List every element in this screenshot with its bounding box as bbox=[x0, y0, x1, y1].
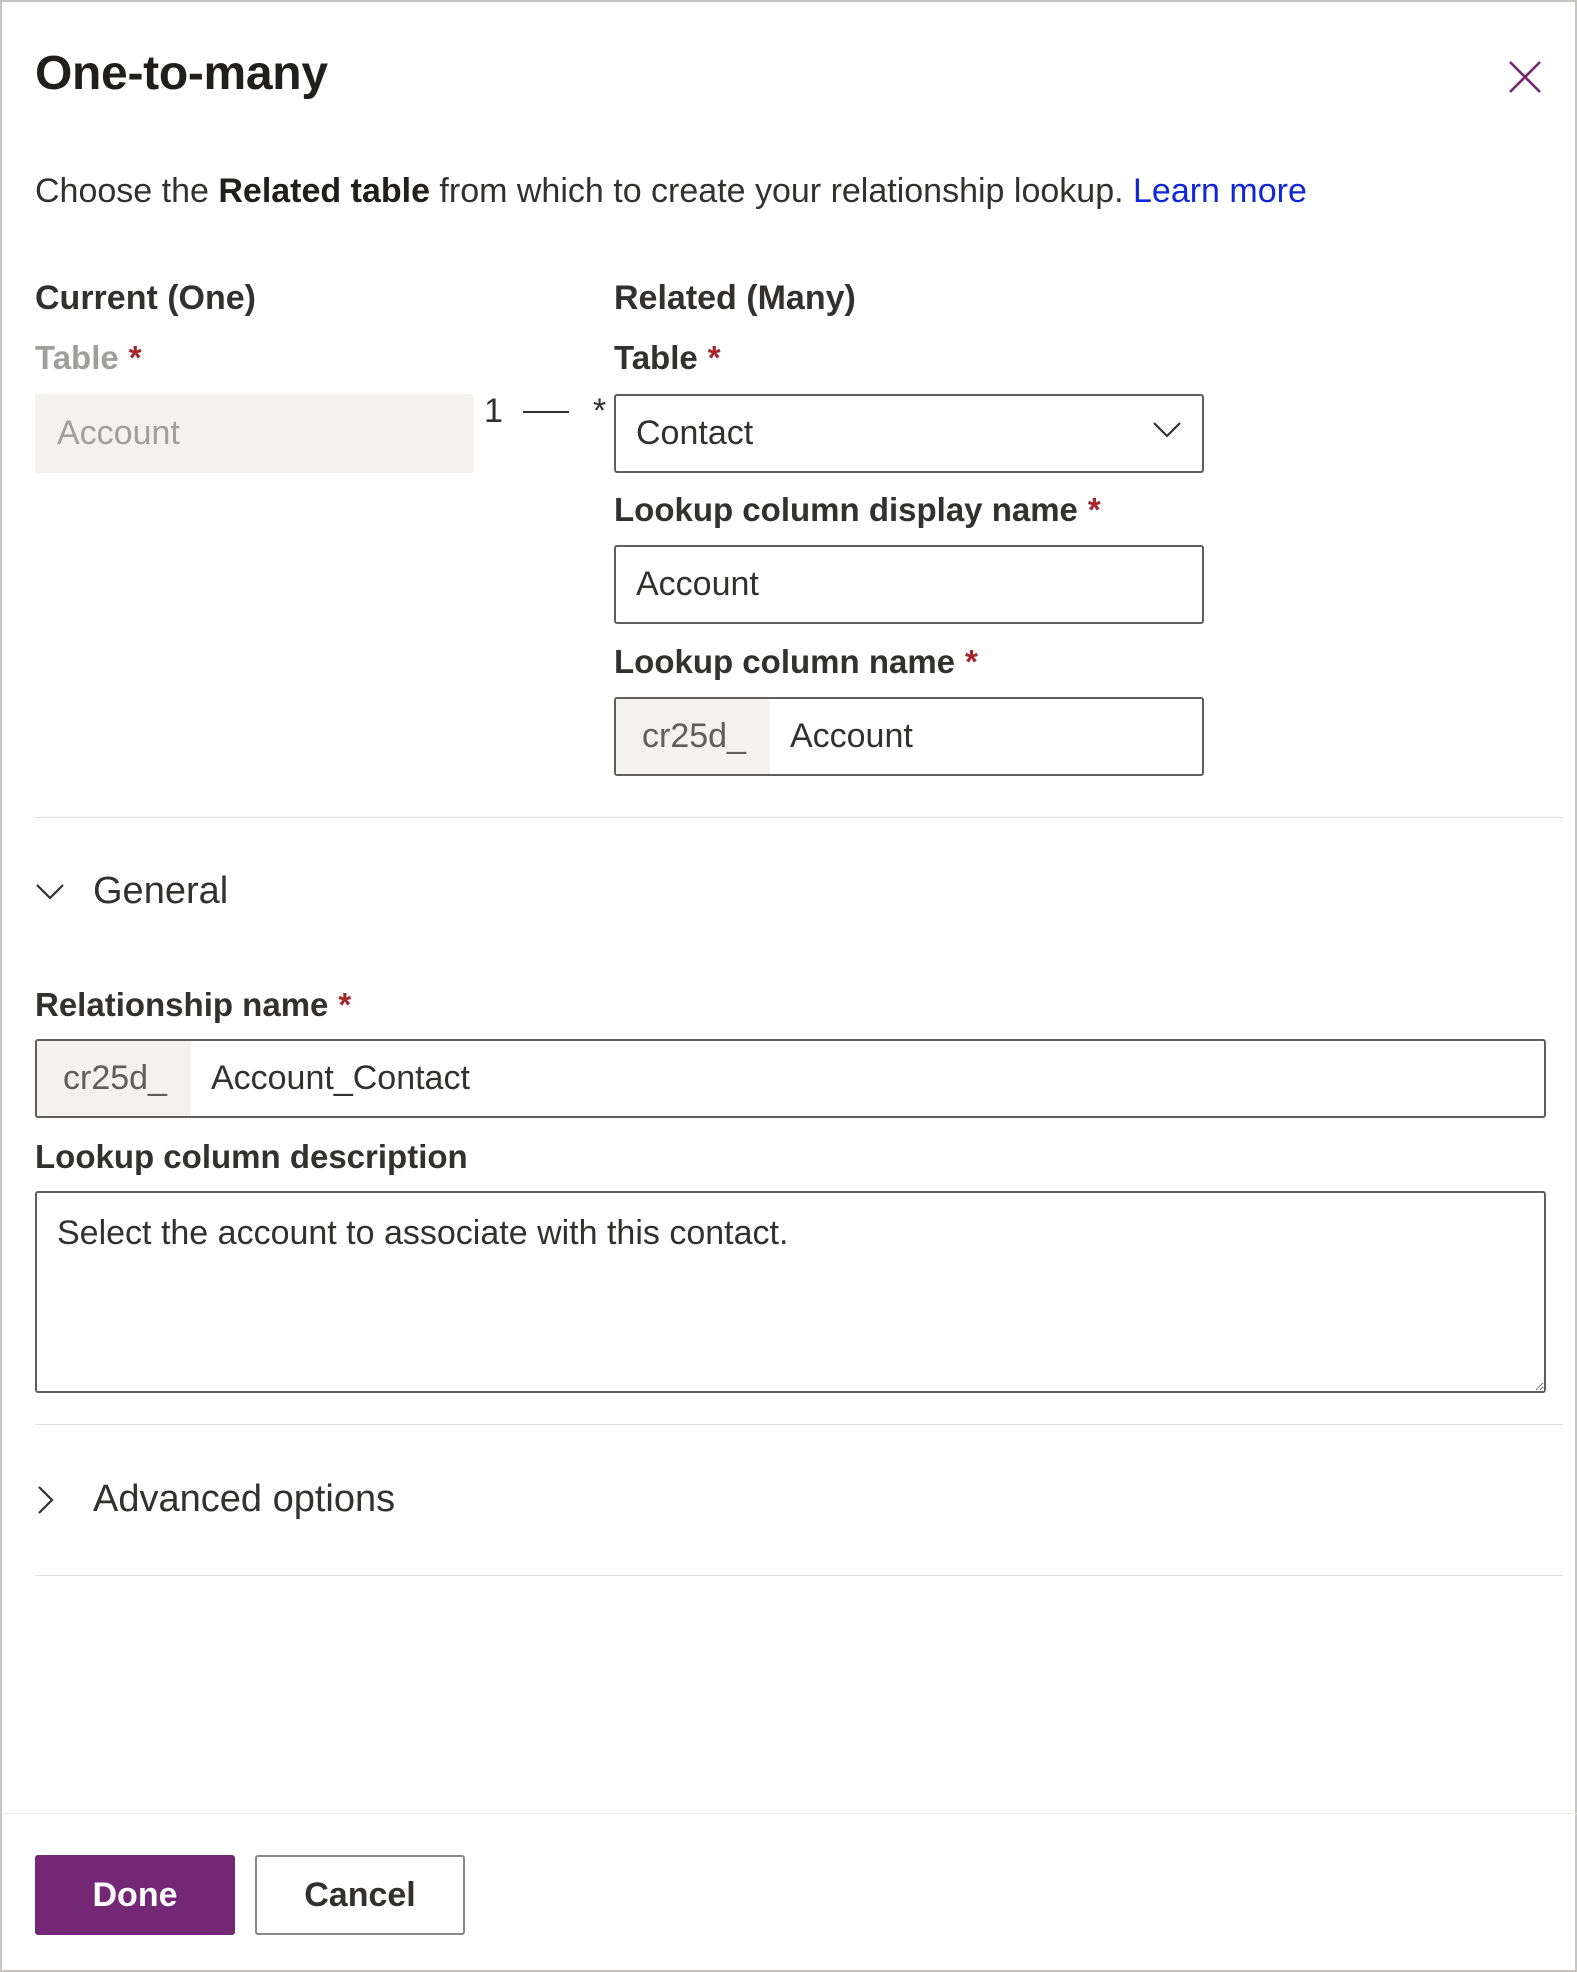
lookup-name-label bbox=[614, 643, 978, 681]
current-one-heading: Current (One) bbox=[35, 279, 256, 317]
required-marker: * bbox=[965, 643, 978, 680]
section-divider bbox=[35, 1575, 1563, 1576]
close-icon bbox=[1508, 60, 1542, 94]
related-table-label-text: Table bbox=[614, 339, 698, 376]
relationship-name-input[interactable] bbox=[35, 1039, 1546, 1118]
required-marker: * bbox=[1087, 491, 1101, 528]
relationship-name-label-text: Relationship name bbox=[35, 986, 329, 1023]
related-table-value: Contact bbox=[636, 414, 754, 452]
lookup-name-value: Account bbox=[789, 717, 913, 755]
publisher-prefix: cr25d_ bbox=[616, 699, 770, 774]
cardinality-one: 1 bbox=[484, 392, 503, 430]
relationship-name-label bbox=[35, 986, 351, 1024]
close-button[interactable] bbox=[1502, 54, 1548, 100]
relationship-name-value: Account_Contact bbox=[210, 1059, 470, 1097]
publisher-prefix: cr25d_ bbox=[37, 1041, 191, 1116]
related-table-label bbox=[614, 339, 721, 377]
related-many-heading: Related (Many) bbox=[614, 279, 856, 317]
lookup-display-value: Account bbox=[636, 565, 759, 603]
learn-more-link[interactable]: Learn more bbox=[1133, 172, 1307, 210]
lookup-name-input[interactable] bbox=[614, 697, 1204, 776]
intro-bold: Related table bbox=[218, 172, 430, 210]
cancel-button[interactable]: Cancel bbox=[255, 1855, 465, 1935]
current-table-label bbox=[35, 339, 142, 377]
advanced-options-heading: Advanced options bbox=[93, 1478, 396, 1520]
general-section-toggle[interactable] bbox=[35, 870, 228, 913]
lookup-display-input[interactable] bbox=[614, 545, 1204, 624]
lookup-display-label-text: Lookup column display name bbox=[614, 491, 1078, 528]
required-marker: * bbox=[338, 986, 352, 1023]
footer-divider bbox=[4, 1813, 1577, 1814]
lookup-name-label-text: Lookup column name bbox=[614, 643, 956, 680]
connector-line bbox=[523, 411, 569, 413]
related-table-dropdown[interactable] bbox=[614, 394, 1204, 473]
current-table-label-text: Table bbox=[35, 339, 119, 376]
required-marker: * bbox=[707, 339, 721, 376]
advanced-options-toggle[interactable] bbox=[35, 1478, 395, 1521]
done-button[interactable]: Done bbox=[35, 1855, 235, 1935]
dialog-title: One-to-many bbox=[35, 47, 328, 100]
chevron-right-icon bbox=[35, 1485, 55, 1515]
section-divider bbox=[35, 1424, 1563, 1425]
cardinality-many: * bbox=[592, 392, 607, 430]
required-marker: * bbox=[128, 339, 142, 376]
lookup-description-textarea[interactable] bbox=[35, 1191, 1546, 1393]
chevron-down-icon bbox=[35, 882, 65, 902]
intro-suffix: from which to create your relationship lookup. bbox=[429, 172, 1133, 210]
lookup-description-label: Lookup column description bbox=[35, 1138, 468, 1175]
intro-text bbox=[35, 172, 1307, 211]
general-heading: General bbox=[93, 870, 229, 912]
chevron-down-icon bbox=[1152, 420, 1182, 440]
intro-prefix: Choose the bbox=[35, 172, 219, 210]
current-table-field bbox=[35, 394, 474, 473]
current-table-value: Account bbox=[57, 414, 180, 452]
lookup-display-label bbox=[614, 491, 1101, 529]
cardinality-connector bbox=[484, 392, 606, 431]
section-divider bbox=[35, 817, 1563, 818]
